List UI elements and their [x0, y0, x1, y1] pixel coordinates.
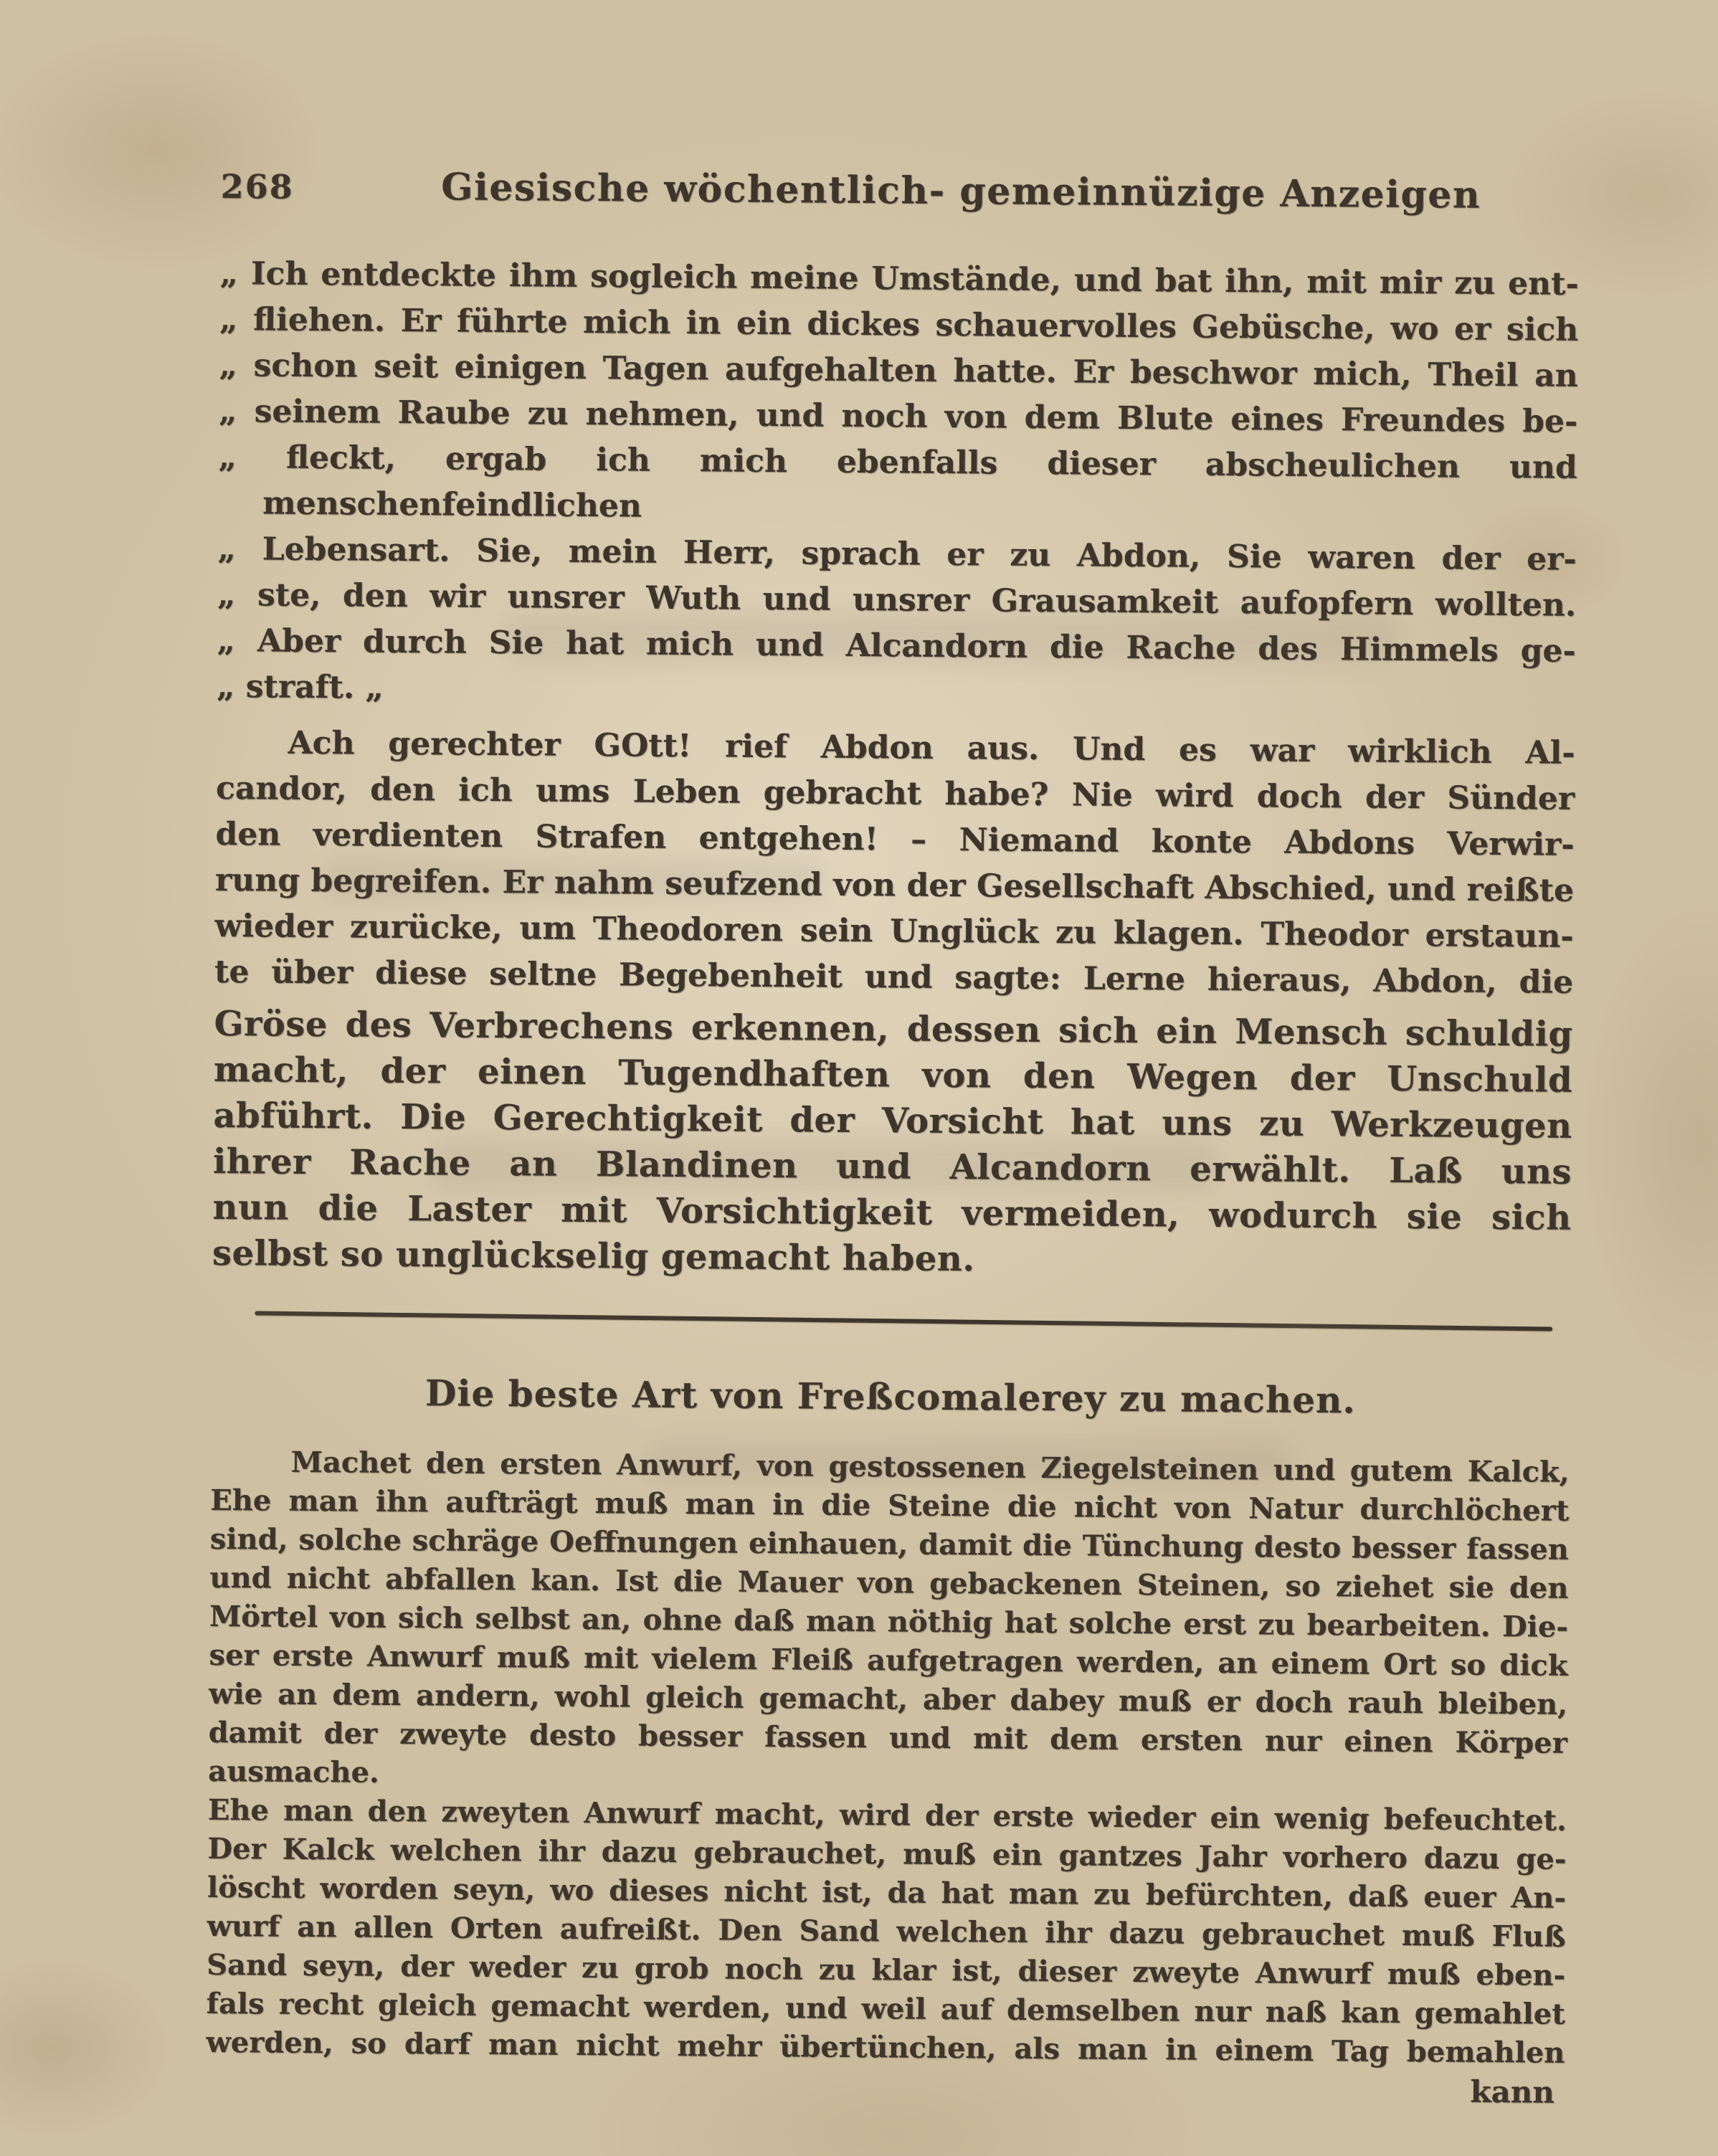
text-line: rung begreifen. Er nahm seufzend von der Gesellschaft Abschied, und reißte [214, 861, 1575, 909]
text-line: wurf an allen Orten aufreißt. Den Sand welchen ihr dazu gebrauchet muß Fluß [207, 1909, 1566, 1954]
text-line: sind, solche schräge Oeffnungen einhauen, damit die Tünchung desto besser fassen [209, 1521, 1570, 1567]
text-line: „ Ich entdeckte ihm sogleich meine Umstände, und bat ihn, mit mir zu ent- [219, 255, 1579, 303]
text-line: macht, der einen Tugendhaften von den Wegen der Unschuld [213, 1049, 1573, 1101]
text-line: „ Lebensart. Sie, mein Herr, sprach er zu Abdon, Sie waren der er- [217, 530, 1577, 578]
text-line: werden, so darf man nicht mehr übertünchen, als man in einem Tag bemahlen [206, 2025, 1565, 2070]
text-line: ihrer Rache an Blandinen und Alcandorn erwählt. Laß uns [212, 1141, 1572, 1192]
text-line: damit der zweyte desto besser fassen und mit dem ersten nur einen Körper ausmache. [208, 1715, 1567, 1790]
text-line: „ ste, den wir unsrer Wuth und unsrer Grausamkeit aufopfern wollten. [217, 576, 1577, 624]
text-line: selbst so unglückselig gemacht haben. [212, 1233, 975, 1280]
text-line: „ Aber durch Sie hat mich und Alcandorn die Rache des Himmels ge- [217, 622, 1576, 670]
text-line: „ seinem Raube zu nehmen, und noch von dem Blute eines Freundes be- [219, 392, 1578, 440]
running-header [220, 163, 1579, 224]
text-line: candor, den ich ums Leben gebracht habe? Nie wird doch der Sünder [215, 769, 1575, 817]
text-line: wieder zurücke, um Theodoren sein Unglück zu klagen. Theodor erstaun- [214, 907, 1574, 955]
page-content [206, 163, 1580, 2113]
text-line: löscht worden seyn, wo dieses nicht ist, da hat man zu befürchten, daß euer An- [207, 1870, 1567, 1915]
text-line: te über diese seltne Begebenheit und sagte: Lerne hieraus, Abdon, die [214, 953, 1574, 1001]
section-divider-rule [255, 1311, 1552, 1331]
masthead-title: Giesische wöchentlich- gemeinnüzige Anzeigen [440, 165, 1481, 217]
text-line: Machet den ersten Anwurf, von gestossenen Ziegelsteinen und gutem Kalck, [290, 1445, 1570, 1489]
text-line: ser erste Anwurf muß mit vielem Fleiß aufgetragen werden, an einem Ort so dick [209, 1638, 1568, 1683]
text-line: „ schon seit einigen Tagen aufgehalten hatte. Er beschwor mich, Theil an [219, 346, 1578, 394]
text-line: und nicht abfallen kan. Ist die Mauer von gebackenen Steinen, so ziehet sie den [209, 1560, 1569, 1605]
text-line: wie an dem andern, wohl gleich gemacht, aber dabey muß er doch rauh bleiben, [209, 1676, 1568, 1722]
fresco-instructions-paragraph [206, 1443, 1570, 2073]
abdon-reply-paragraph [214, 720, 1575, 1006]
text-line: Der Kalck welchen ihr dazu gebrauchet, muß ein gantzes Jahr vorhero dazu ge- [207, 1831, 1567, 1876]
text-line: „ fleckt, ergab ich mich ebenfalls dieser abscheulichen und menschenfeindlichen [218, 438, 1577, 525]
fresco-article-heading: Die beste Art von Freßcomalerey zu machen. [424, 1372, 1357, 1422]
text-line: den verdienten Strafen entgehen! – Niemand konte Abdons Verwir- [215, 815, 1575, 863]
text-line: Gröse des Verbrechens erkennen, dessen sich ein Mensch schuldig [214, 1003, 1573, 1055]
page-number: 268 [220, 166, 294, 206]
text-line: nun die Laster mit Vorsichtigkeit vermeiden, wodurch sie sich [212, 1187, 1572, 1238]
text-line: abführt. Die Gerechtigkeit der Vorsicht hat uns zu Werkzeugen [213, 1095, 1572, 1146]
quoted-confession-paragraph [217, 251, 1579, 721]
text-line: Ach gerechter GOtt! rief Abdon aus. Und es war wirklich Al- [288, 724, 1575, 771]
text-line: „ straft. „ [217, 668, 384, 706]
text-line: Sand seyn, der weder zu grob noch zu klar ist, dieser zweyte Anwurf muß eben- [207, 1947, 1566, 1993]
text-line: fals recht gleich gemacht werden, und weil auf demselben nur naß kan gemahlet [206, 1986, 1565, 2031]
text-line: Ehe man den zweyten Anwurf macht, wird der erste wieder ein wenig befeuchtet. [207, 1792, 1567, 1838]
text-line: „ fliehen. Er führte mich in ein dickes schauervolles Gebüsche, wo er sich [219, 300, 1579, 348]
text-line: Mörtel von sich selbst an, ohne daß man nöthig hat solche erst zu bearbeiten. Die- [209, 1599, 1569, 1644]
catchword: kann [1470, 2074, 1555, 2110]
moral-conclusion-paragraph [212, 1001, 1573, 1287]
text-line: Ehe man ihn aufträgt muß man in die Steine die nicht von Natur durchlöchert [210, 1483, 1570, 1528]
